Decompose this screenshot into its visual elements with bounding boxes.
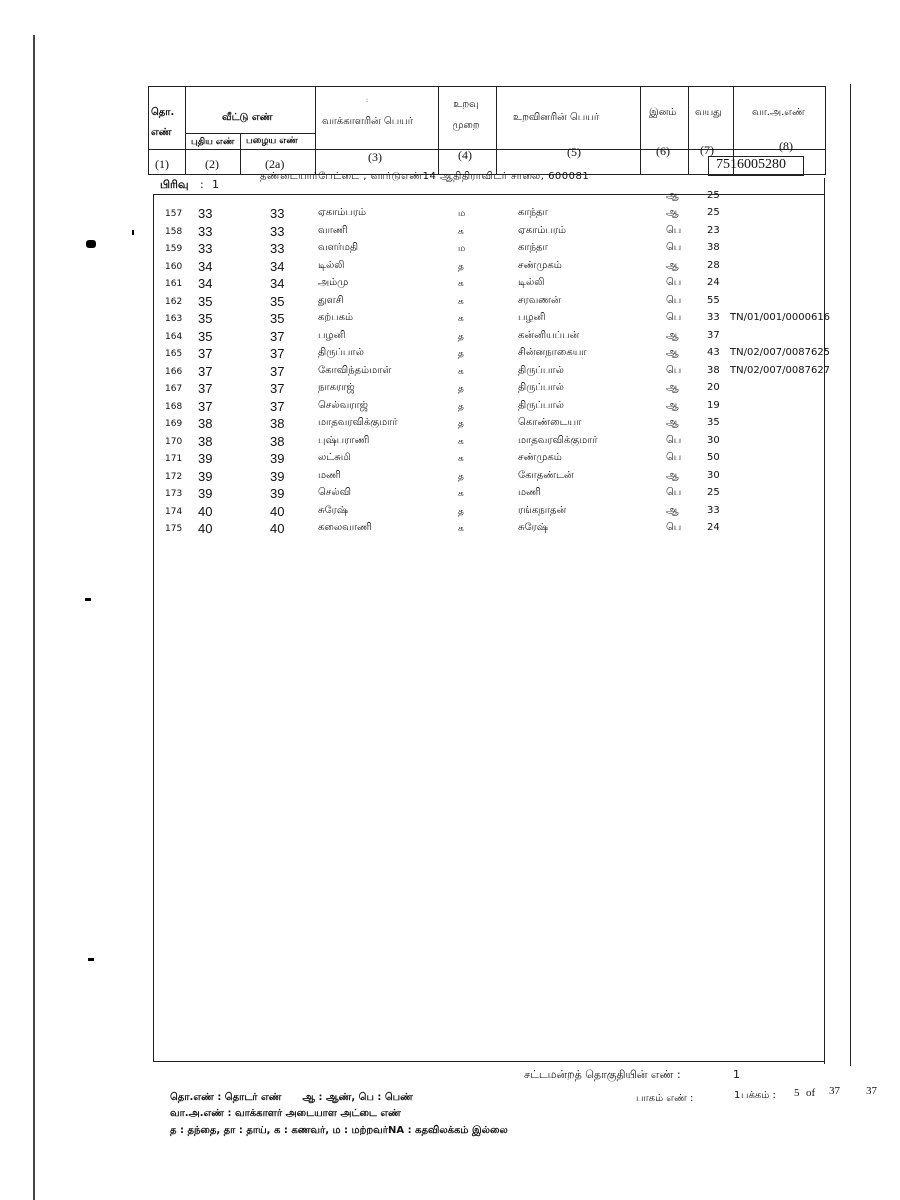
row-relation: க	[458, 226, 464, 237]
row-voter-name: துளசி	[318, 294, 344, 306]
table-row	[0, 241, 900, 258]
row-sno: 169	[165, 419, 183, 429]
row-new-house-no: 37	[198, 346, 213, 361]
row-relative-name: ஏகாம்பரம்	[518, 224, 567, 236]
header-sex: இனம்	[649, 107, 677, 118]
row-relative-name: கொண்டையா	[518, 417, 582, 428]
table-row	[0, 224, 900, 241]
row-relation: த	[458, 401, 464, 412]
row-relative-name: கன்னியப்பன்	[518, 329, 580, 341]
row-old-house-no: 33	[270, 223, 285, 239]
row-voter-name: அம்மு	[318, 277, 349, 288]
header-right-border	[825, 86, 826, 175]
section-colon: :	[200, 178, 204, 191]
part-no: 1	[734, 1090, 741, 1101]
row-old-house-no: 39	[270, 468, 285, 484]
row-old-house-no: 38	[270, 433, 285, 449]
row-epic: TN/02/007/0087625	[730, 347, 831, 358]
row-old-house-no: 40	[270, 503, 285, 519]
row-old-house-no: 34	[270, 258, 285, 274]
section-value: 1	[212, 178, 219, 191]
row-voter-name: நாகராஜ்	[318, 382, 355, 393]
row-old-house-no: 40	[270, 521, 285, 536]
row-relation: க	[458, 366, 464, 377]
pre-row-sex: ஆ	[666, 190, 679, 201]
row-new-house-no: 40	[198, 521, 213, 536]
row-relative-name: மணி	[518, 487, 541, 498]
row-voter-name: சுரேஷ்	[318, 504, 348, 516]
pre-row-age: 25	[707, 190, 720, 201]
row-age: 24	[707, 522, 720, 533]
total-pages: 37	[829, 1085, 840, 1097]
row-sno: 174	[165, 506, 183, 517]
row-age: 20	[707, 382, 720, 393]
row-epic: TN/02/007/0087627	[730, 364, 831, 376]
table-row	[0, 346, 900, 363]
legend-line-2: வா.அ.எண் : வாக்காளர் அடையாள அட்டை எண்	[170, 1108, 401, 1119]
row-age: 38	[707, 364, 720, 376]
row-age: 23	[707, 224, 720, 236]
table-row	[0, 399, 900, 416]
row-sno: 165	[165, 349, 183, 359]
row-old-house-no: 38	[270, 416, 285, 431]
table-row	[0, 206, 900, 223]
row-sex: பெ	[666, 294, 682, 306]
header-voter-name: வாக்காளரின் பெயர்	[322, 116, 413, 127]
row-sno: 157	[165, 209, 183, 219]
part-label: பாகம் எண் :	[636, 1093, 694, 1104]
row-old-house-no: 37	[270, 381, 285, 396]
row-new-house-no: 38	[198, 433, 213, 449]
row-relation: த	[458, 261, 464, 272]
col-div-4	[438, 86, 439, 175]
header-mark: :	[366, 97, 369, 104]
row-old-house-no: 37	[270, 363, 285, 379]
constituency-label: சட்டமன்றத் தொகுதியின் எண் :	[524, 1068, 681, 1081]
row-age: 19	[707, 399, 720, 411]
row-old-house-no: 39	[270, 451, 285, 466]
row-old-house-no: 39	[270, 486, 285, 501]
row-relative-name: பழனி	[518, 312, 546, 323]
row-sex: பெ	[666, 434, 682, 446]
row-sex: ஆ	[666, 504, 679, 516]
table-row	[0, 486, 900, 503]
row-relation: க	[458, 314, 464, 324]
row-sex: ஆ	[666, 347, 679, 358]
row-new-house-no: 33	[198, 241, 213, 256]
header-left-border	[148, 86, 149, 175]
table-row	[0, 311, 900, 328]
scan-speck	[85, 598, 91, 601]
row-new-house-no: 39	[198, 451, 213, 466]
table-row	[0, 451, 900, 468]
col-div-6	[640, 86, 641, 175]
row-relative-name: கோதண்டன்	[518, 469, 574, 481]
row-new-house-no: 34	[198, 258, 213, 274]
row-sno: 163	[165, 314, 183, 324]
row-sno: 173	[165, 489, 183, 499]
row-voter-name: செல்வராஜ்	[318, 399, 368, 411]
row-relative-name: காந்தா	[518, 242, 548, 253]
header-subrow-line	[185, 133, 315, 134]
row-relation: த	[458, 506, 464, 517]
legend-line-3: த : தந்தை, தா : தாய், க : கணவர், ம : மற்றவர்NA : கதவிலக்கம் இல்லை	[170, 1125, 508, 1136]
row-voter-name: மாதவரவிக்குமார்	[318, 417, 398, 428]
row-sex: பெ	[666, 242, 682, 253]
row-voter-name: கலைவாணி	[318, 522, 372, 533]
header-old-no: பழைய எண்	[246, 136, 298, 146]
row-age: 24	[707, 277, 720, 288]
row-sno: 166	[165, 366, 183, 377]
row-voter-name: வாணி	[318, 224, 348, 236]
row-age: 30	[707, 434, 720, 446]
row-new-house-no: 38	[198, 416, 213, 431]
row-relative-name: சுரேஷ்	[518, 522, 548, 533]
row-sex: பெ	[666, 224, 682, 236]
row-relation: க	[458, 454, 464, 464]
row-relation: த	[458, 331, 464, 342]
row-voter-name: செல்வி	[318, 487, 351, 498]
row-new-house-no: 39	[198, 486, 213, 501]
row-new-house-no: 33	[198, 223, 213, 239]
row-voter-name: வளர்மதி	[318, 242, 359, 253]
row-voter-name: கற்பகம்	[318, 312, 354, 323]
row-sex: ஆ	[666, 469, 679, 481]
table-row	[0, 504, 900, 521]
row-relative-name: டில்லி	[518, 277, 545, 288]
row-new-house-no: 37	[198, 363, 213, 379]
row-sno: 158	[165, 226, 183, 237]
row-sno: 175	[165, 524, 183, 534]
row-relative-name: சின்னநாகையா	[518, 347, 587, 358]
row-voter-name: புஷ்பராணி	[318, 434, 370, 446]
legend-line-1: தொ.எண் : தொடர் எண் ஆ : ஆண், பெ : பெண்	[170, 1092, 413, 1103]
col-div-2	[240, 133, 241, 175]
row-age: 37	[707, 329, 720, 341]
row-voter-name: கோவிந்தம்மாள்	[318, 364, 392, 376]
row-old-house-no: 35	[270, 293, 285, 309]
col-number-3: (3)	[368, 150, 382, 164]
table-row	[0, 259, 900, 276]
row-sno: 164	[165, 331, 183, 342]
row-epic: TN/01/001/0000616	[730, 312, 831, 323]
row-old-house-no: 37	[270, 346, 285, 361]
header-house-no: வீட்டு எண்	[222, 112, 273, 123]
row-sex: பெ	[666, 312, 682, 323]
row-new-house-no: 34	[198, 276, 213, 291]
row-voter-name: திருப்பால்	[318, 347, 364, 358]
col-div-3	[315, 86, 316, 175]
row-relation: ம	[458, 209, 466, 219]
row-age: 25	[707, 207, 720, 218]
of-label: of	[806, 1087, 816, 1099]
header-new-no: புதிய எண்	[191, 137, 235, 147]
row-sex: பெ	[666, 364, 682, 376]
row-old-house-no: 35	[270, 311, 285, 326]
row-voter-name: ஏகாம்பரம்	[318, 207, 367, 218]
row-new-house-no: 40	[198, 503, 213, 519]
row-new-house-no: 37	[198, 381, 213, 396]
row-age: 25	[707, 487, 720, 498]
row-sex: பெ	[666, 277, 682, 288]
row-sno: 161	[165, 279, 183, 289]
col-number-2: (2)	[205, 157, 219, 171]
col-number-6: (6)	[656, 144, 670, 158]
table-row	[0, 469, 900, 486]
row-sex: ஆ	[666, 399, 679, 411]
row-sno: 162	[165, 296, 183, 307]
section-label: பிரிவு	[160, 178, 189, 191]
body-bottom-border	[153, 1061, 825, 1062]
table-row	[0, 364, 900, 381]
col-div-1	[185, 86, 186, 175]
row-age: 38	[707, 242, 720, 253]
col-number-1: (1)	[155, 157, 169, 171]
col-number-5: (5)	[567, 145, 581, 159]
row-relation: த	[458, 471, 464, 482]
header-relative-name: உறவினரின் பெயர்	[513, 112, 600, 123]
row-age: 33	[707, 312, 720, 323]
row-relation: க	[458, 524, 464, 534]
row-sno: 160	[165, 261, 183, 272]
row-relation: க	[458, 279, 464, 289]
row-sex: பெ	[666, 487, 682, 498]
row-sex: ஆ	[666, 207, 679, 218]
row-sex: ஆ	[666, 259, 679, 271]
col-div-5	[496, 86, 497, 175]
row-sex: பெ	[666, 452, 682, 463]
scan-speck	[88, 958, 94, 961]
row-voter-name: லட்சுமி	[318, 452, 351, 463]
row-age: 33	[707, 504, 720, 516]
row-relation: க	[458, 296, 464, 307]
row-old-house-no: 34	[270, 276, 285, 291]
page-no: 5	[794, 1087, 800, 1099]
row-age: 43	[707, 347, 720, 358]
row-age: 35	[707, 417, 720, 428]
table-row	[0, 276, 900, 293]
section-address: தண்டையார்பேட்டை , வார்டுஎண்14 ஆதிதிராவிடர் சாலை, 600081	[260, 171, 590, 182]
row-new-house-no: 37	[198, 398, 213, 414]
row-relative-name: மாதவரவிக்குமார்	[518, 434, 598, 446]
row-sno: 170	[165, 436, 183, 447]
row-old-house-no: 37	[270, 328, 285, 344]
page-label: பக்கம் :	[741, 1090, 776, 1101]
header-age: வயது	[695, 107, 722, 118]
row-voter-name: மணி	[318, 469, 341, 481]
row-sno: 167	[165, 384, 183, 394]
row-sex: ஆ	[666, 329, 679, 341]
row-age: 30	[707, 469, 720, 481]
row-new-house-no: 35	[198, 328, 213, 344]
row-relative-name: சண்முகம்	[518, 259, 562, 271]
row-new-house-no: 33	[198, 206, 213, 221]
row-voter-name: டில்லி	[318, 259, 345, 271]
constituency-no: 1	[733, 1068, 740, 1081]
col-number-8: (8)	[779, 139, 793, 153]
row-relation: க	[458, 436, 464, 447]
row-sno: 172	[165, 471, 183, 482]
table-row	[0, 329, 900, 346]
total-pages-right: 37	[866, 1085, 877, 1097]
row-old-house-no: 33	[270, 241, 285, 256]
row-relation: த	[458, 384, 464, 394]
body-top-border	[153, 194, 825, 195]
header-mid-line	[148, 149, 826, 150]
row-new-house-no: 35	[198, 293, 213, 309]
col-number-7: (7)	[700, 143, 714, 157]
row-relation: த	[458, 349, 464, 359]
row-relative-name: திருப்பால்	[518, 399, 564, 411]
table-row	[0, 521, 900, 538]
row-relative-name: சண்முகம்	[518, 452, 562, 463]
row-sno: 171	[165, 454, 183, 464]
section-code: 7516005280	[716, 157, 786, 172]
row-age: 28	[707, 259, 720, 271]
row-age: 50	[707, 452, 720, 463]
row-age: 55	[707, 294, 720, 306]
row-sno: 168	[165, 401, 183, 412]
row-relative-name: சரவணன்	[518, 294, 561, 306]
table-row	[0, 416, 900, 433]
row-sno: 159	[165, 244, 183, 254]
row-sex: ஆ	[666, 417, 679, 428]
row-relative-name: திருப்பால்	[518, 382, 564, 393]
row-relative-name: ரங்கநாதன்	[518, 504, 567, 516]
col-div-7	[688, 86, 689, 175]
table-row	[0, 381, 900, 398]
header-relation: உறவு முறை	[452, 99, 480, 131]
col-number-4: (4)	[458, 148, 472, 162]
header-sno: தொ. எண்	[151, 107, 175, 138]
table-row	[0, 294, 900, 311]
row-relative-name: காந்தா	[518, 207, 548, 218]
header-top-border	[148, 86, 826, 87]
row-new-house-no: 39	[198, 468, 213, 484]
row-old-house-no: 33	[270, 206, 285, 221]
row-relation: ம	[458, 244, 466, 254]
header-epic: வா.அ.எண்	[752, 107, 805, 118]
row-old-house-no: 37	[270, 398, 285, 414]
col-number-2a: (2a)	[265, 157, 285, 171]
row-sex: ஆ	[666, 382, 679, 393]
row-relation: த	[458, 419, 464, 429]
row-sex: பெ	[666, 522, 682, 533]
table-row	[0, 434, 900, 451]
row-relation: க	[458, 489, 464, 499]
row-new-house-no: 35	[198, 311, 213, 326]
row-voter-name: பழனி	[318, 329, 346, 341]
row-relative-name: திருப்பால்	[518, 364, 564, 376]
